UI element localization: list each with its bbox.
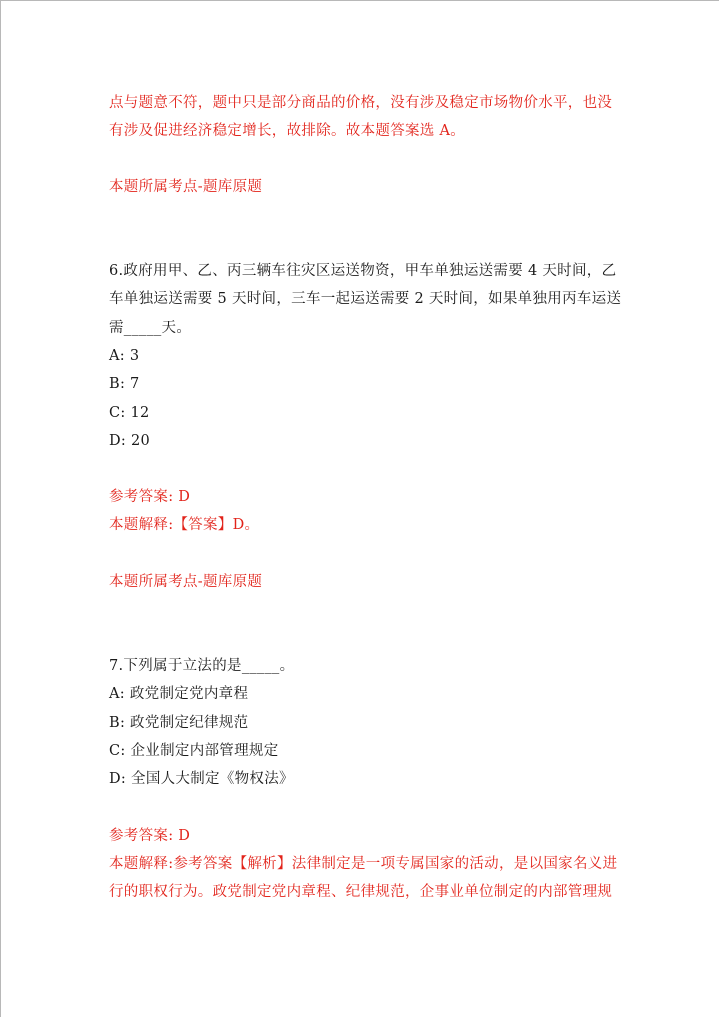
q6-answer: 参考答案: D xyxy=(109,489,191,505)
q6-option-a: A: 3 xyxy=(109,348,140,364)
q7-answer: 参考答案: D xyxy=(109,828,191,844)
q7-option-a: A: 政党制定党内章程 xyxy=(109,686,249,702)
q6-option-b: B: 7 xyxy=(109,376,140,392)
q6-explanation: 本题解释:【答案】D。 xyxy=(109,517,260,533)
q5-source: 本题所属考点-题库原题 xyxy=(109,179,263,195)
q6-question-line-1: 6.政府用甲、乙、丙三辆车往灾区运送物资，甲车单独运送需要 4 天时间，乙 xyxy=(109,263,617,279)
q5-explanation-line-1: 点与题意不符，题中只是部分商品的价格，没有涉及稳定市场物价水平，也没 xyxy=(109,95,613,111)
q7-explanation-line-1: 本题解释:参考答案【解析】法律制定是一项专属国家的活动，是以国家名义进 xyxy=(109,856,618,872)
q7-option-b: B: 政党制定纪律规范 xyxy=(109,715,249,731)
q6-question-line-2: 车单独运送需要 5 天时间，三车一起运送需要 2 天时间，如果单独用丙车运送 xyxy=(109,291,622,307)
q6-source: 本题所属考点-题库原题 xyxy=(109,574,263,590)
q7-option-d: D: 全国人大制定《物权法》 xyxy=(109,771,294,787)
q5-explanation-line-2: 有涉及促进经济稳定增长，故排除。故本题答案选 A。 xyxy=(109,123,466,139)
q6-option-c: C: 12 xyxy=(109,405,150,421)
q7-option-c: C: 企业制定内部管理规定 xyxy=(109,743,279,759)
q7-explanation-line-2: 行的职权行为。政党制定党内章程、纪律规范，企事业单位制定的内部管理规 xyxy=(109,884,613,900)
q7-question-line-1: 7.下列属于立法的是_____。 xyxy=(109,658,295,674)
q6-option-d: D: 20 xyxy=(109,433,151,449)
q6-question-line-3: 需_____天。 xyxy=(109,320,192,336)
